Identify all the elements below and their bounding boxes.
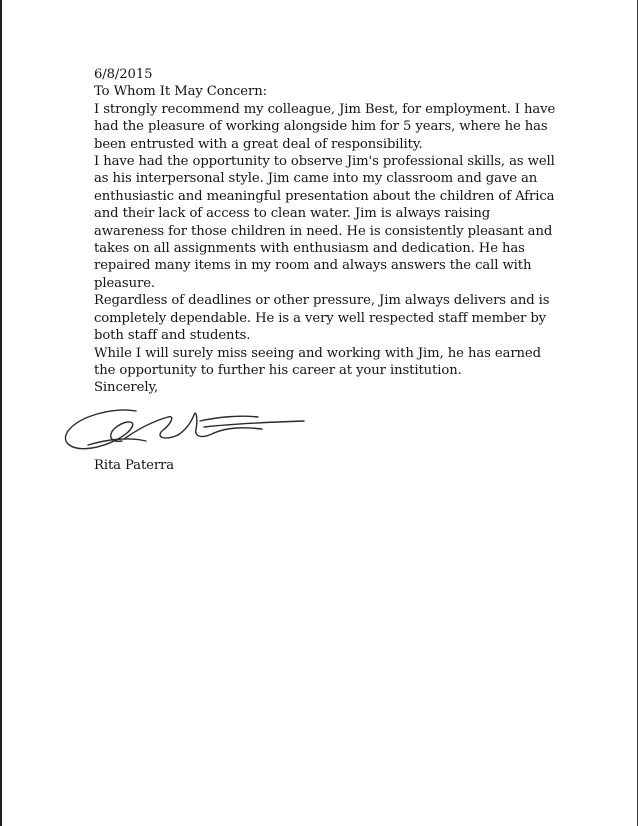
closing: Sincerely, [94, 380, 159, 396]
paragraph-dependability: Regardless of deadlines or other pressure, Jim always delivers and is completely dependable. He is a very well respected staff member by both staff and students. [94, 293, 550, 344]
handwritten-signature [58, 401, 308, 457]
letter-date: 6/8/2015 [94, 67, 153, 82]
paragraph-skills: I have had the opportunity to observe Jim's professional skills, as well as his interpersonal style. Jim came into my classroom and gave an enthusiastic and meaningful presentation about the children of Africa and their lack of access to clean water. Jim is always raising awareness for those children in need. He is consistently pleasant and takes on all assignments with enthusiasm and dedication. He has repaired many items in my room and always answers the call with pleasure. [94, 154, 555, 291]
signer-name: Rita Paterra [94, 457, 175, 473]
letter-body [94, 66, 564, 474]
paragraph-recommendation: I strongly recommend my colleague, Jim Best, for employment. I have had the pleasure of working alongside him for 5 years, where he has been entrusted with a great deal of responsibility. [94, 101, 556, 152]
salutation: To Whom It May Concern: [94, 84, 267, 100]
scan-edge-left [0, 0, 2, 826]
paragraph-closing-remarks: While I will surely miss seeing and working with Jim, he has earned the opportunity to further his career at your institution. [94, 345, 541, 378]
